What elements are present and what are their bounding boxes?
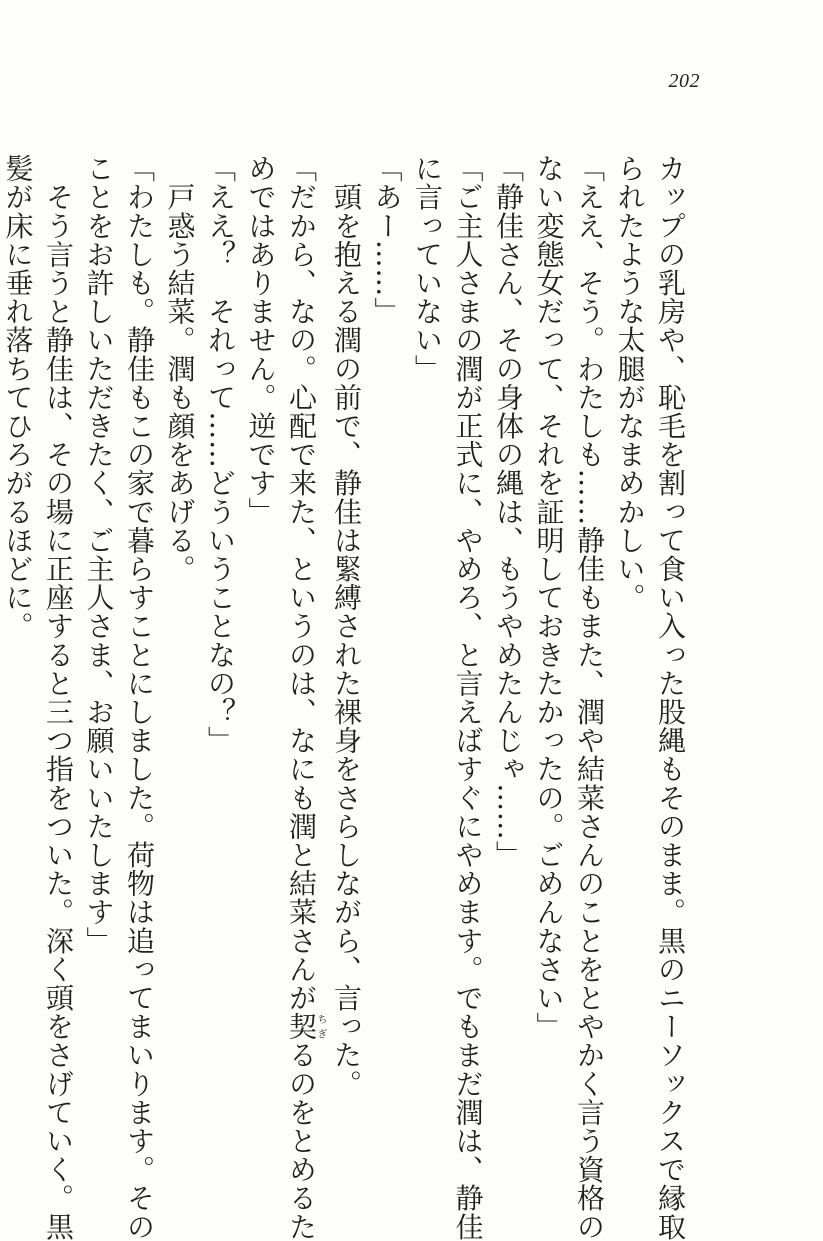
text-line: 「ええ、そう。わたしも……静佳もまた、潤や結菜さんのことをとやかく言う資格の: [573, 154, 606, 1241]
ruby-base: 契: [285, 1012, 318, 1041]
vertical-text-column: [0, 154, 690, 1241]
text-line: られたような太腿がなまめかしい。: [613, 154, 647, 612]
text-line: ことをお許しいただきたく、ご主人さま、お願いいたします」: [82, 154, 116, 955]
text-line: 戸惑う結菜。潤も顔をあげる。: [163, 154, 197, 583]
text-line: 「ええ？ それって……どういうことなの？」: [204, 154, 237, 755]
text-line: ない変態女だって、それを証明しておきたかったの。ごめんなさい」: [532, 154, 566, 1041]
text-line: 髪が床に垂れ落ちてひろがるほどに。: [1, 154, 35, 641]
text-line: そう言うと静佳は、その場に正座すると三つ指をついた。深く頭をさげていく。黒: [42, 154, 75, 1241]
text-line: 「ご主人さまの潤が正式に、やめろ、と言えばすぐにやめます。でもまだ潤は、静佳: [451, 154, 485, 1241]
text-line: めではありません。逆です」: [244, 154, 278, 526]
text-line: カップの乳房や、恥毛を割って食い入った股縄もそのまま。黒のニーソックスで縁取: [654, 154, 687, 1241]
text-line-with-ruby: [281, 154, 326, 1241]
page-number: 202: [668, 70, 700, 92]
ruby-reading: ちぎ: [315, 1012, 326, 1041]
text-line: 「静佳さん、その身体の縄は、もうやめたんじゃ……」: [492, 154, 525, 869]
text-line: 頭を抱える潤の前で、静佳は緊縛された裸身をさらしながら、言った。: [330, 154, 363, 1098]
text-segment: 「だから、なの。心配で来た、というのは、なにも潤と結菜さんが: [285, 154, 318, 1012]
text-line: に言っていない」: [411, 154, 444, 383]
text-line: 「わたしも。静佳もこの家で暮らすことにしました。荷物は追ってまいります。その: [123, 154, 156, 1241]
ruby-annotation: [285, 1012, 326, 1041]
text-segment: るのをとめるた: [285, 1040, 318, 1241]
body-text: [1, 154, 690, 1241]
text-line: 「あー……」: [370, 154, 404, 326]
